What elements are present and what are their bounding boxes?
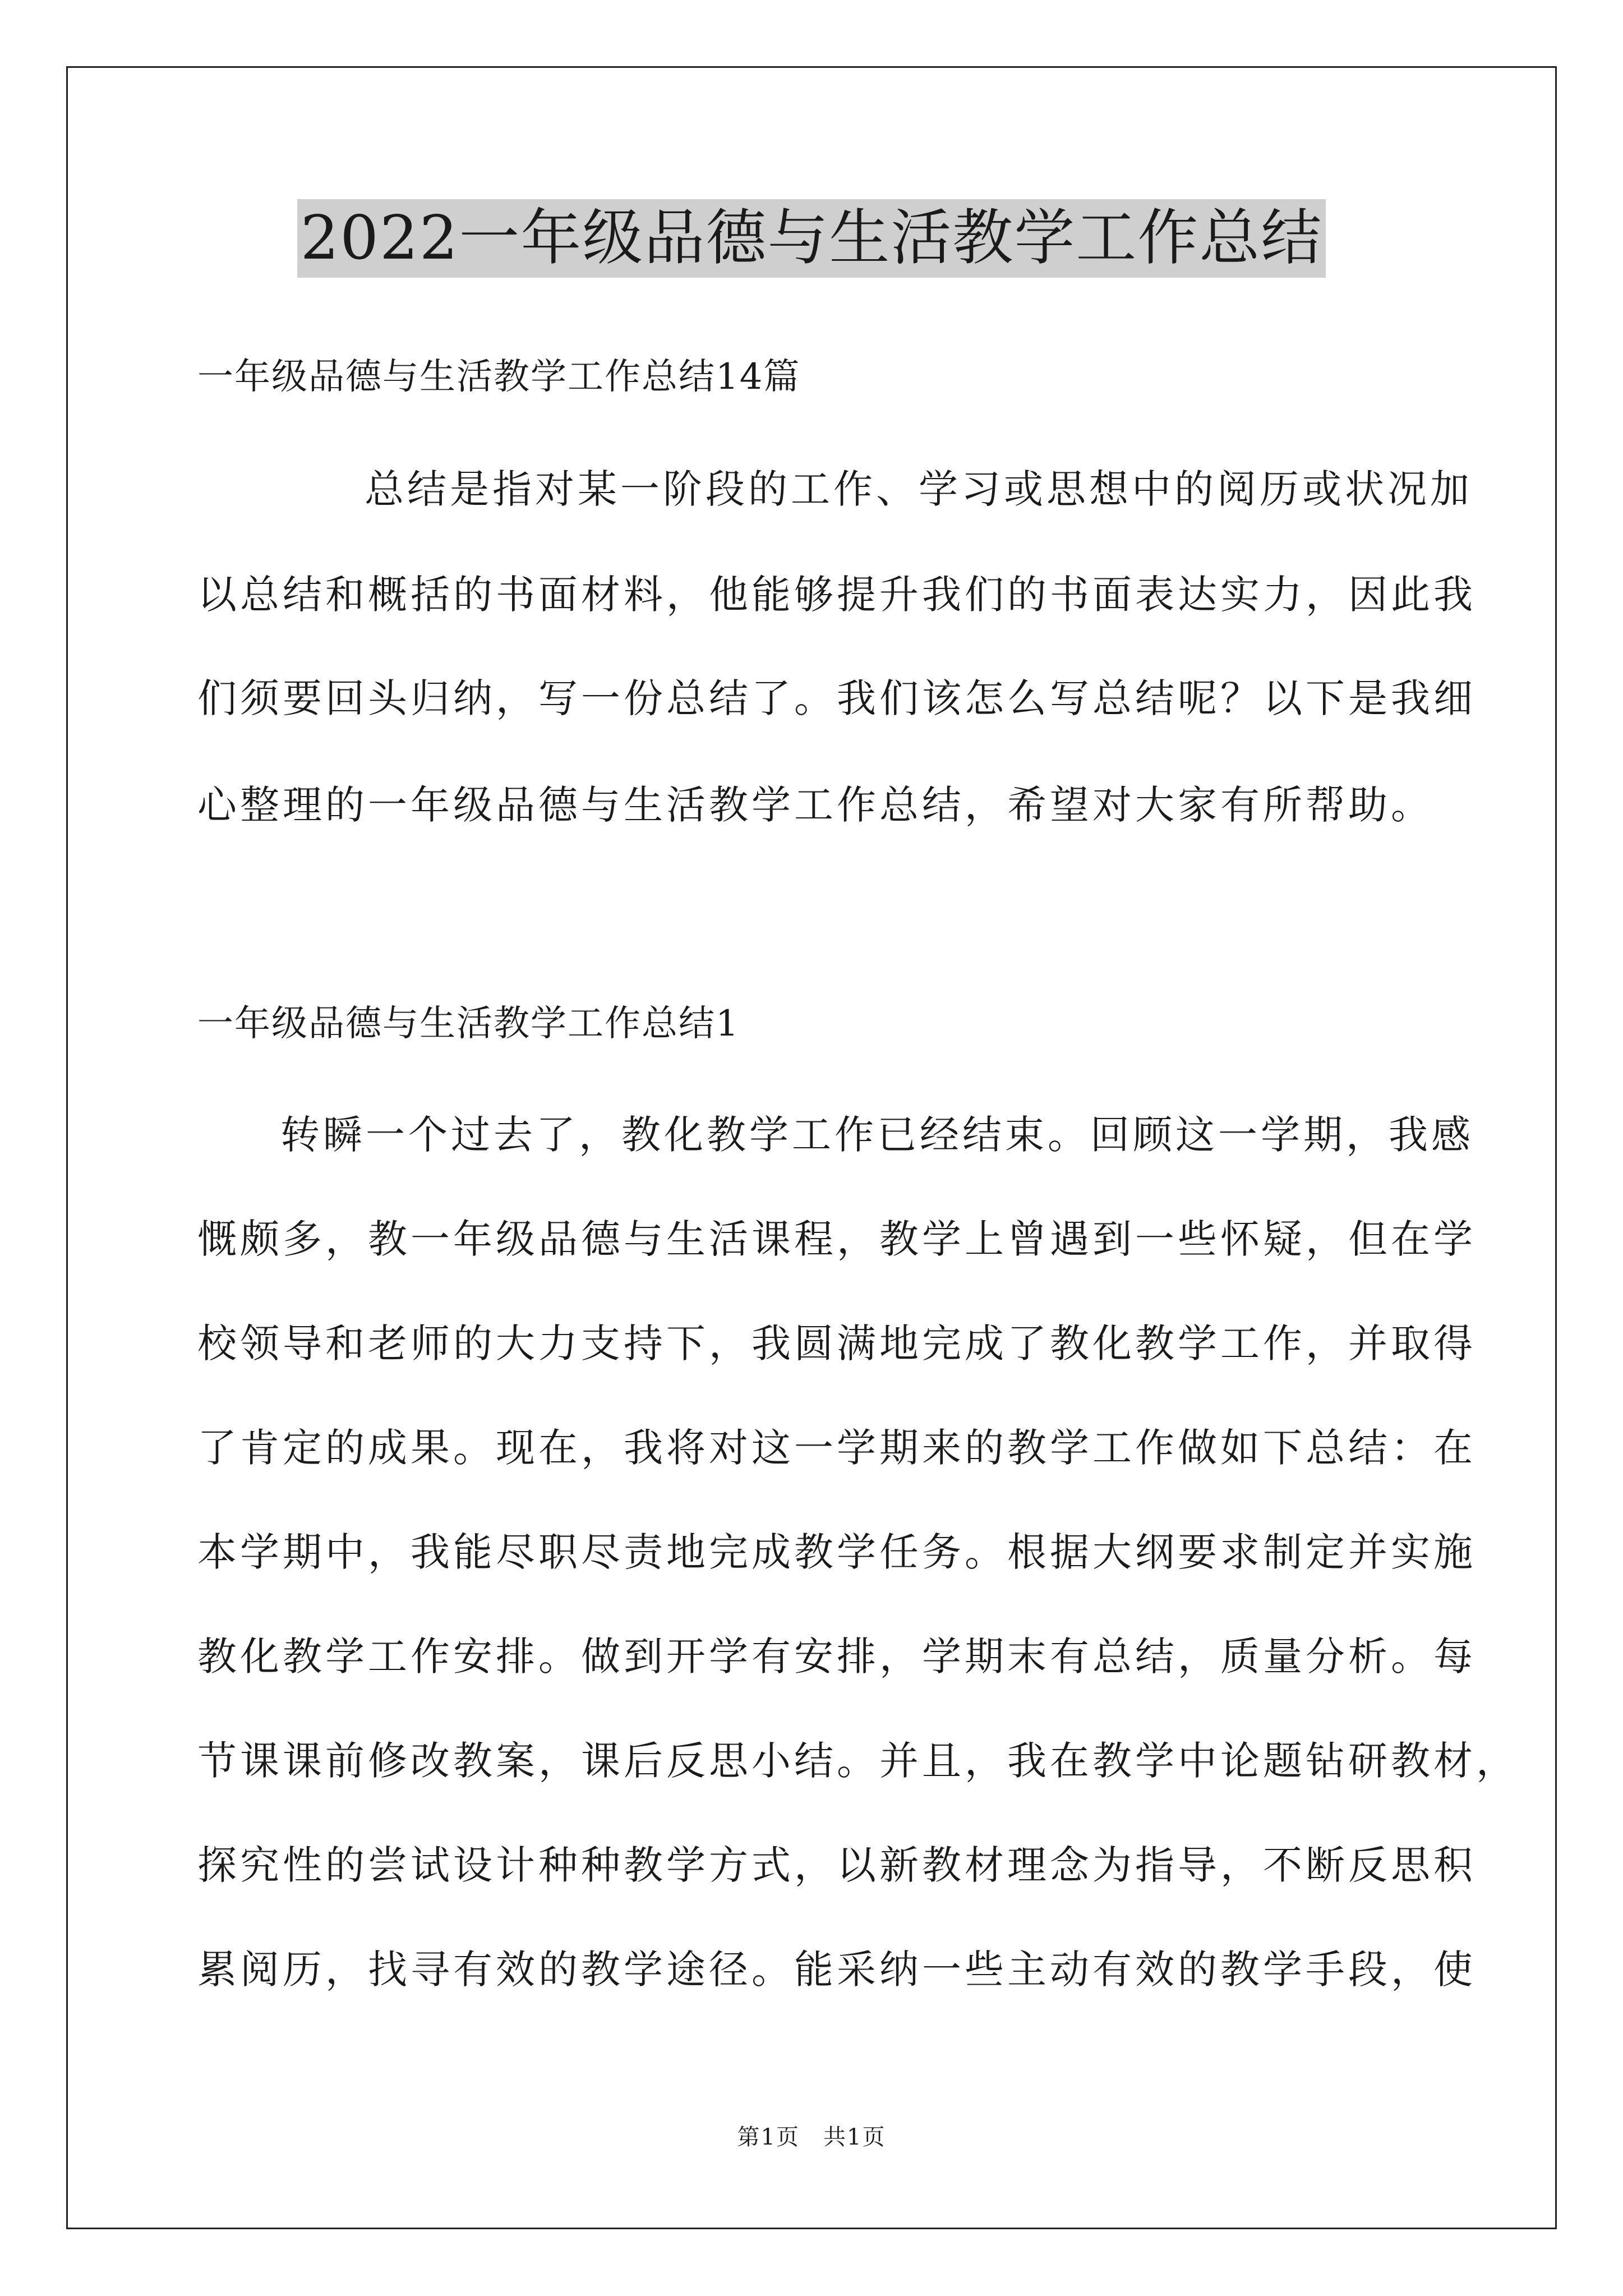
body-line: 节课课前修改教案，课后反思小结。并且，我在教学中论题钻研教材， bbox=[197, 1738, 1519, 1784]
intro-line: 以总结和概括的书面材料，他能够提升我们的书面表达实力，因此我 bbox=[197, 572, 1476, 618]
body-line: 探究性的尝试设计种种教学方式，以新教材理念为指导，不断反思积 bbox=[197, 1842, 1476, 1888]
body-line: 教化教学工作安排。做到开学有安排，学期末有总结，质量分析。每 bbox=[197, 1634, 1476, 1680]
body-line: 累阅历，找寻有效的教学途径。能采纳一些主动有效的教学手段，使 bbox=[197, 1947, 1476, 1993]
body-line: 慨颇多，教一年级品德与生活课程，教学上曾遇到一些怀疑，但在学 bbox=[197, 1216, 1476, 1262]
body-line: 转瞬一个过去了，教化教学工作已经结束。回顾这一学期，我感 bbox=[280, 1112, 1474, 1158]
intro-line: 心整理的一年级品德与生活教学工作总结，希望对大家有所帮助。 bbox=[197, 782, 1433, 828]
intro-line: 们须要回头归纳，写一份总结了。我们该怎么写总结呢？以下是我细 bbox=[197, 675, 1476, 721]
title-container bbox=[0, 199, 1623, 278]
body-line: 本学期中，我能尽职尽责地完成教学任务。根据大纲要求制定并实施 bbox=[197, 1529, 1476, 1575]
page-footer: 第1页 共1页 bbox=[737, 2124, 886, 2150]
document-title: 2022一年级品德与生活教学工作总结 bbox=[297, 199, 1326, 278]
intro-line: 总结是指对某一阶段的工作、学习或思想中的阅历或状况加 bbox=[365, 466, 1473, 512]
section-heading: 一年级品德与生活教学工作总结1 bbox=[197, 1003, 740, 1045]
body-line: 了肯定的成果。现在，我将对这一学期来的教学工作做如下总结：在 bbox=[197, 1425, 1476, 1471]
body-line: 校领导和老师的大力支持下，我圆满地完成了教化教学工作，并取得 bbox=[197, 1320, 1476, 1366]
document-subtitle: 一年级品德与生活教学工作总结14篇 bbox=[197, 356, 801, 398]
